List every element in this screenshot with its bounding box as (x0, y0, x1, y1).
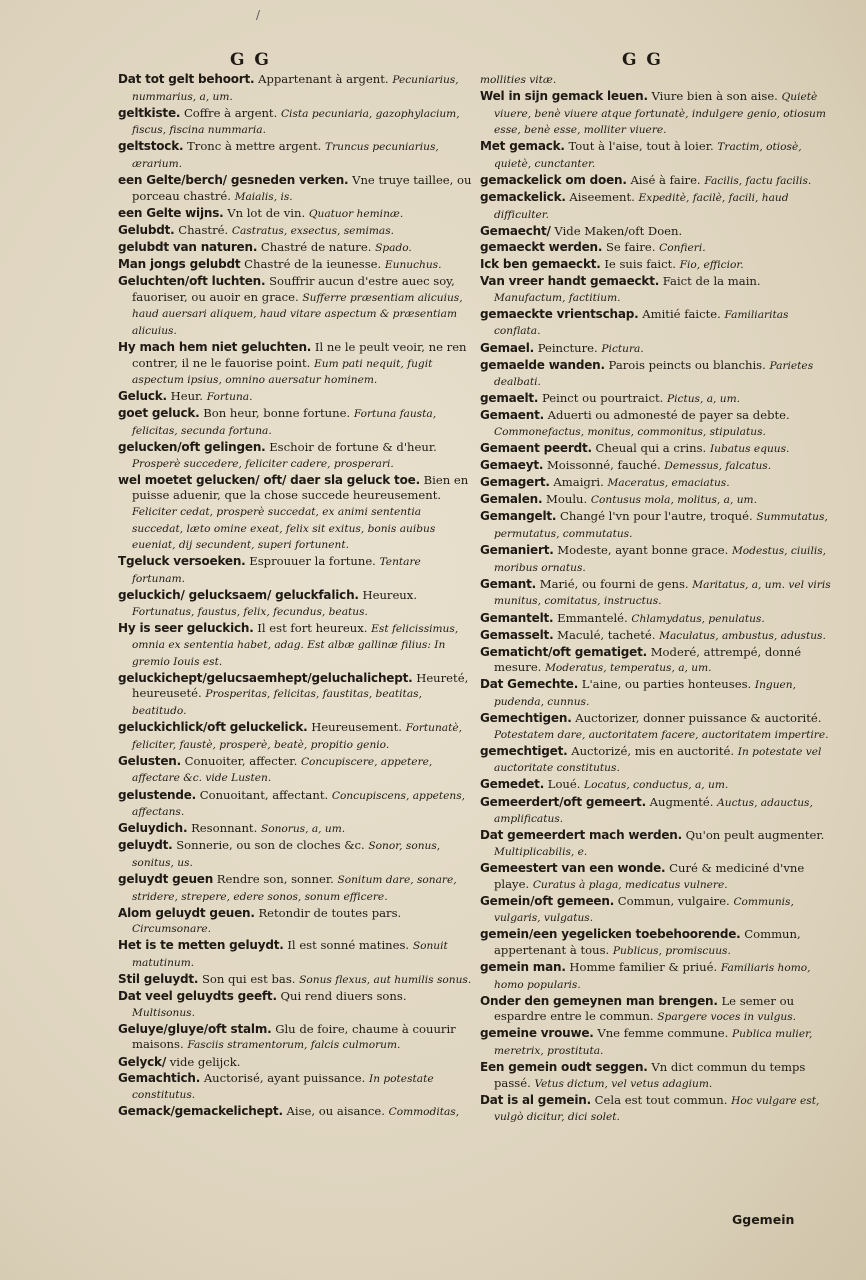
dictionary-entry (480, 577, 835, 610)
dictionary-entry (118, 621, 473, 671)
dictionary-entry (480, 828, 835, 860)
entry-french-gloss: Vn dict commun du temps passé. (494, 1060, 806, 1090)
entry-french-gloss: Commun, vulgaire. (617, 893, 730, 908)
entry-latin-gloss: Truncus pecuniarius, ærarium. (132, 141, 439, 170)
entry-french-gloss: Vide Maken/oft Doen. (554, 223, 683, 238)
entry-latin-gloss: Quietè viuere, benè viuere atque fortunatè, indulgere genio, otiosum esse, benè esse, molliter viuere. (494, 91, 826, 137)
entry-latin-gloss: Prosperè succedere, feliciter cadere, prosperari. (132, 457, 394, 470)
dictionary-entry (480, 777, 835, 794)
entry-headword: Gemaent peerdt. (480, 441, 592, 456)
entry-french-gloss: Emmantelé. (557, 610, 628, 625)
entry-latin-gloss: Familiaritas conflata. (494, 308, 789, 338)
entry-headword: Een gemein oudt seggen. (480, 1060, 648, 1075)
entry-french-gloss: Conuoiter, affecter. (184, 753, 298, 768)
dictionary-entry (118, 240, 473, 257)
dictionary-entry (118, 588, 473, 620)
entry-latin-gloss: Contusus mola, molitus, a, um. (590, 494, 757, 507)
dictionary-entry (480, 274, 835, 306)
entry-headword: geluckichlick/oft geluckelick. (118, 720, 308, 735)
entry-latin-gloss: Fortuna. (206, 391, 253, 404)
entry-headword: gelucken/oft gelingen. (118, 440, 266, 455)
entry-french-gloss: Vne truye taillee, ou porceau chastré. (132, 173, 472, 203)
dictionary-entry (480, 257, 835, 274)
entry-latin-gloss: Pictus, a, um. (667, 393, 741, 406)
entry-headword: gemaelde wanden. (480, 357, 605, 372)
entry-latin-gloss: Sonorus, a, um. (260, 823, 346, 836)
entry-headword: Gemael. (480, 340, 535, 355)
entry-french-gloss: Auctorizer, donner puissance & auctorité. (575, 711, 822, 726)
entry-latin-gloss: Tentare fortunam. (132, 556, 421, 585)
entry-headword: Onder den gemeynen man brengen. (480, 993, 718, 1008)
entry-headword: Gemant. (480, 576, 537, 591)
entry-latin-gloss: Fio, efficior. (679, 259, 744, 272)
entry-french-gloss: Heureux. (362, 587, 418, 602)
dictionary-entry (480, 240, 835, 257)
entry-french-gloss: Parois peincts ou blanchis. (608, 357, 766, 372)
dictionary-entry (118, 754, 473, 787)
entry-french-gloss: Retondir de toutes pars. (258, 905, 402, 920)
entry-latin-gloss: Expeditè, facilè, facili, haud difficulter. (494, 192, 789, 221)
entry-french-gloss: Auctorisé, ayant puissance. (203, 1070, 366, 1085)
entry-french-gloss: Le semer ou espardre entre le commun. (494, 993, 795, 1024)
entry-headword: Gemeerdert/oft gemeert. (480, 794, 646, 809)
dictionary-entry (480, 475, 835, 492)
dictionary-entry (480, 224, 835, 240)
dictionary-entry (118, 838, 473, 871)
entry-french-gloss: Modeste, ayant bonne grace. (557, 543, 729, 558)
dictionary-entry (118, 389, 473, 406)
catchword: Ggemein (732, 1212, 795, 1227)
entry-latin-gloss: Auctus, adauctus, amplificatus. (494, 796, 813, 826)
entry-french-gloss: Souffrir aucun d'estre auec soy, fauoriser, ou auoir en grace. (132, 274, 455, 304)
dictionary-entry (480, 408, 835, 440)
entry-latin-gloss: Chlamydatus, penulatus. (631, 612, 765, 625)
entry-latin-gloss: Multisonus. (132, 1006, 195, 1019)
entry-french-gloss: Vn lot de vin. (227, 205, 306, 220)
entry-latin-gloss: Sonitum dare, sonare, stridere, strepere, edere sonos, sonum efficere. (132, 874, 457, 903)
entry-latin-gloss: Quatuor heminæ. (308, 207, 404, 220)
entry-headword: geluydt. (118, 838, 173, 853)
entry-headword: gemaelt. (480, 391, 539, 406)
dictionary-entry (118, 938, 473, 971)
entry-french-gloss: Resonnant. (191, 821, 258, 836)
entry-headword: Het is te metten geluydt. (118, 938, 284, 953)
entry-latin-gloss: Castratus, exsectus, semimas. (231, 224, 395, 237)
dictionary-entry (480, 1026, 835, 1059)
dictionary-entry (118, 340, 473, 389)
entry-headword: Gelusten. (118, 753, 181, 768)
entry-latin-gloss: Facilis, factu facilis. (704, 175, 812, 188)
entry-headword: Geluchten/oft luchten. (118, 274, 266, 289)
dictionary-entry (480, 458, 835, 475)
entry-headword: gemackelick om doen. (480, 173, 627, 188)
dictionary-entry (480, 628, 835, 645)
entry-french-gloss: Rendre son, sonner. (216, 872, 334, 886)
entry-latin-gloss: Pecuniarius, nummarius, a, um. (132, 74, 459, 103)
entry-headword: Gemangelt. (480, 509, 557, 524)
dictionary-entry (118, 788, 473, 821)
entry-latin-gloss: Maculatus, ambustus, adustus. (659, 629, 826, 642)
dictionary-entry (480, 543, 835, 576)
dictionary-entry (118, 1071, 473, 1104)
entry-latin-gloss: Summutatus, permutatus, commutatus. (494, 511, 828, 541)
entry-french-gloss: Moulu. (546, 492, 588, 507)
entry-latin-gloss: Communis, vulgaris, vulgatus. (494, 895, 794, 925)
left-column (118, 72, 473, 1121)
dictionary-entry (480, 89, 835, 139)
entry-latin-gloss: Manufactum, factitium. (494, 291, 621, 304)
dictionary-entry (118, 473, 473, 554)
entry-latin-gloss: Locatus, conductus, a, um. (584, 779, 729, 792)
entry-latin-gloss: Hoc vulgare est, vulgò dicitur, dici solet. (494, 1094, 820, 1124)
entry-headword: een Gelte/berch/ gesneden verken. (118, 173, 349, 188)
entry-french-gloss: Chastré de nature. (260, 239, 372, 254)
entry-latin-gloss: Cista pecuniaria, gazophylacium, fiscus, fiscina nummaria. (132, 107, 460, 137)
entry-headword: geltstock. (118, 139, 184, 154)
dictionary-entry (118, 440, 473, 472)
entry-headword: Man jongs gelubdt (118, 257, 241, 272)
dictionary-entry (480, 391, 835, 408)
entry-latin-gloss: Maialis, is. (234, 190, 293, 203)
entry-headword: Ick ben gemaeckt. (480, 257, 601, 272)
dictionary-entry (480, 677, 835, 710)
entry-latin-gloss: Fortunatus, faustus, felix, fecundus, beatus. (132, 605, 368, 618)
entry-french-gloss: vide gelijck. (169, 1054, 241, 1069)
entry-french-gloss: Cheual qui a crins. (595, 441, 707, 456)
entry-french-gloss: Heureusement. (311, 720, 402, 735)
dictionary-entry (118, 1055, 473, 1071)
dictionary-entry (118, 989, 473, 1021)
dictionary-entry (480, 341, 835, 358)
entry-french-gloss: Cela est tout commun. (594, 1092, 728, 1107)
entry-french-gloss: Peinct ou pourtraict. (541, 391, 664, 406)
dictionary-entry (480, 927, 835, 959)
entry-headword: Gemachtich. (118, 1070, 201, 1085)
entry-latin-gloss: Inguen, pudenda, cunnus. (494, 679, 796, 708)
entry-latin-gloss: Sonus flexus, aut humilis sonus. (299, 974, 472, 987)
entry-latin-gloss: Spado. (375, 241, 412, 254)
entry-french-gloss: Esprouuer la fortune. (249, 554, 376, 569)
entry-latin-gloss: Sonor, sonus, sonitus, us. (132, 840, 441, 869)
entry-french-gloss: Il est fort heureux. (257, 620, 368, 635)
dictionary-entry (118, 972, 473, 989)
entry-headword: Hy mach hem niet geluchten. (118, 340, 312, 354)
entry-headword: goet geluck. (118, 406, 200, 421)
dictionary-entry (480, 960, 835, 993)
dictionary-entry (118, 821, 473, 838)
entry-headword: Dat Gemechte. (480, 677, 579, 692)
entry-latin-gloss: Sufferre præsentiam alicuius, haud auersari aliquem, haud vitare aspectum & præsentiam alicuius. (132, 291, 463, 337)
entry-latin-gloss: Familiaris homo, homo popularis. (494, 961, 811, 991)
entry-latin-gloss: Pictura. (601, 342, 644, 355)
entry-headword: Gemechtigen. (480, 711, 572, 726)
entry-french-gloss: Curé & mediciné d'vne playe. (494, 860, 805, 891)
entry-latin-gloss: Est felicissimus, omnia ex sententia habet, adag. Est albæ gallinæ filius: In gremio Iouis est. (132, 622, 459, 668)
entry-headword: Wel in sijn gemack leuen. (480, 89, 648, 104)
entry-french-gloss: Se faire. (605, 239, 656, 254)
top-mark: / (256, 8, 261, 22)
entry-headword: gemaeckt werden. (480, 239, 603, 254)
entry-french-gloss: Amitié faicte. (642, 306, 721, 321)
entry-french-gloss: Loué. (547, 777, 581, 792)
dictionary-entry (118, 1022, 473, 1054)
dictionary-entry (118, 106, 473, 139)
dictionary-entry (118, 206, 473, 223)
entry-latin-gloss: Prosperitas, felicitas, faustitas, beatitas, beatitudo. (132, 688, 422, 718)
entry-headword: gelustende. (118, 787, 197, 802)
entry-french-gloss: Faict de la main. (662, 274, 761, 289)
entry-headword: Gemaecht/ (480, 223, 551, 238)
entry-headword: Geluye/gluye/oft stalm. (118, 1021, 272, 1036)
entry-latin-gloss: mollities vitæ. (480, 74, 557, 86)
entry-french-gloss: Il est sonné matines. (287, 938, 410, 953)
entry-french-gloss: Aduerti ou admonesté de payer sa debte. (547, 408, 790, 423)
entry-headword: Alom geluydt geuen. (118, 905, 255, 920)
entry-latin-gloss: Eunuchus. (384, 259, 442, 272)
entry-headword: gemaeckte vrientschap. (480, 306, 639, 321)
entry-headword: Dat veel geluydts geeft. (118, 989, 277, 1004)
entry-french-gloss: Augmenté. (649, 794, 714, 809)
entry-latin-gloss: Parietes dealbati. (494, 359, 814, 389)
dictionary-entry (118, 173, 473, 205)
entry-french-gloss: Glu de foire, chaume à couurir maisons. (132, 1021, 456, 1052)
entry-latin-gloss: Moderatus, temperatus, a, um. (545, 662, 712, 675)
entry-latin-gloss: Curatus à plaga, medicatus vulnere. (532, 878, 728, 891)
entry-latin-gloss: Tractim, otiosè, quietè, cunctanter. (494, 141, 802, 170)
entry-french-gloss: Peincture. (537, 340, 598, 355)
dictionary-entry (480, 492, 835, 509)
entry-latin-gloss: Multiplicabilis, e. (494, 845, 588, 858)
entry-latin-gloss: Demessus, falcatus. (664, 460, 772, 473)
entry-headword: Gemalen. (480, 492, 543, 507)
dictionary-entry (118, 72, 473, 105)
dictionary-entry (118, 554, 473, 587)
dictionary-entry (480, 645, 835, 677)
entry-french-gloss: Changé l'vn pour l'autre, troqué. (559, 509, 753, 524)
dictionary-entry (118, 720, 473, 753)
dictionary-entry (480, 1060, 835, 1092)
entry-french-gloss: Son qui est bas. (201, 972, 296, 987)
entry-headword: geluckichept/gelucsaemhept/geluchalichept. (118, 670, 413, 685)
entry-headword: geluydt geuen (118, 872, 214, 886)
entry-french-gloss: Qui rend diuers sons. (280, 989, 407, 1004)
entry-headword: Geluydich. (118, 821, 188, 836)
entry-headword: Gelyck/ (118, 1054, 167, 1069)
dictionary-entry (118, 671, 473, 720)
dictionary-entry (480, 190, 835, 223)
entry-latin-gloss: Concupiscens, appetens, affectans. (132, 789, 466, 819)
dictionary-entry (480, 441, 835, 458)
entry-headword: gemackelick. (480, 190, 566, 205)
entry-latin-gloss: Confieri. (659, 241, 706, 254)
entry-headword: Dat tot gelt behoort. (118, 72, 255, 86)
entry-latin-gloss: Publicus, promiscuus. (612, 944, 731, 957)
entry-french-gloss: Il ne le peult veoir, ne ren contrer, il ne le fauorise point. (132, 340, 467, 370)
entry-headword: Gemaent. (480, 408, 544, 423)
entry-latin-gloss: In potestate constitutus. (132, 1072, 434, 1102)
entry-french-gloss: Coffre à argent. (183, 105, 278, 120)
entry-headword: Dat is al gemein. (480, 1092, 591, 1107)
entry-headword: Met gemack. (480, 139, 565, 154)
entry-headword: gemeine vrouwe. (480, 1026, 594, 1041)
entry-headword: een Gelte wijns. (118, 205, 224, 220)
entry-latin-gloss: Fortuna fausta, felicitas, secunda fortuna. (132, 408, 437, 437)
running-header-left: G G (230, 50, 271, 70)
entry-french-gloss: Qu'on peult augmenter. (685, 828, 825, 843)
entry-french-gloss: Aise, ou aisance. (286, 1104, 385, 1119)
entry-headword: Gelubdt. (118, 222, 175, 237)
entry-headword: geltkiste. (118, 105, 181, 120)
entry-headword: Stil geluydt. (118, 972, 199, 987)
entry-latin-gloss: Commoditas, (388, 1106, 460, 1119)
entry-headword: Gemein/oft gemeen. (480, 893, 615, 908)
entry-headword: gemein/een yegelicken toebehoorende. (480, 927, 741, 942)
running-header-right: G G (622, 50, 663, 70)
entry-french-gloss: Homme familier & priué. (569, 959, 718, 974)
entry-french-gloss: Maculé, tacheté. (557, 627, 656, 642)
entry-headword: Dat gemeerdert mach werden. (480, 828, 682, 843)
entry-french-gloss: Eschoir de fortune & d'heur. (269, 440, 437, 455)
entry-french-gloss: Marié, ou fourni de gens. (539, 576, 689, 591)
entry-french-gloss: Ie suis faict. (604, 257, 676, 272)
entry-french-gloss: Auctorizé, mis en auctorité. (571, 743, 735, 758)
entry-latin-gloss: Iubatus equus. (709, 443, 790, 456)
dictionary-entry (118, 223, 473, 240)
entry-latin-gloss: Fortunatè, feliciter, faustè, prosperè, beatè, propitio genio. (132, 722, 463, 751)
entry-headword: Van vreer handt gemaeckt. (480, 274, 660, 289)
right-column (480, 72, 835, 1126)
entry-french-gloss: L'aine, ou parties honteuses. (581, 677, 752, 692)
dictionary-entry (118, 1104, 473, 1121)
entry-headword: wel moetet gelucken/ oft/ daer sla geluck toe. (118, 472, 420, 487)
entry-french-gloss: Heureté, heureuseté. (132, 670, 469, 701)
dictionary-entry (480, 795, 835, 828)
entry-french-gloss: Sonnerie, ou son de cloches &c. (176, 838, 365, 853)
entry-latin-gloss: Vetus dictum, vel vetus adagium. (534, 1077, 713, 1090)
entry-french-gloss: Bon heur, bonne fortune. (203, 406, 351, 421)
entry-latin-gloss: Modestus, ciuilis, moribus ornatus. (494, 545, 827, 574)
entry-french-gloss: Heur. (170, 389, 203, 404)
entry-latin-gloss: Potestatem dare, auctoritatem facere, auctoritatem impertire. (494, 728, 829, 741)
entry-french-gloss: Chastré. (178, 222, 229, 237)
dictionary-entry (118, 906, 473, 938)
entry-french-gloss: Chastré de la ieunesse. (244, 257, 382, 272)
entry-headword: gelubdt van naturen. (118, 239, 258, 254)
entry-headword: Gemagert. (480, 475, 550, 490)
entry-headword: Gemantelt. (480, 610, 554, 625)
entry-headword: Gemasselt. (480, 627, 554, 642)
entry-headword: Gemeestert van een wonde. (480, 860, 666, 875)
entry-latin-gloss: Maceratus, emaciatus. (607, 477, 730, 490)
entry-latin-gloss: Maritatus, a, um. vel viris munitus, comitatus, instructus. (494, 578, 831, 608)
entry-headword: Gemedet. (480, 777, 545, 792)
entry-headword: gemechtiget. (480, 743, 568, 758)
entry-latin-gloss: Fasciis stramentorum, falcis culmorum. (187, 1039, 401, 1052)
entry-headword: Gemack/gemackelichept. (118, 1104, 283, 1119)
dictionary-entry (118, 406, 473, 439)
entry-headword: geluckich/ gelucksaem/ geluckfalich. (118, 587, 359, 602)
dictionary-entry (480, 72, 835, 89)
dictionary-entry (480, 611, 835, 628)
dictionary-entry (480, 711, 835, 743)
entry-french-gloss: Vne femme commune. (597, 1026, 729, 1041)
dictionary-entry (118, 872, 473, 905)
entry-french-gloss: Appartenant à argent. (258, 72, 389, 86)
dictionary-entry (480, 173, 835, 190)
dictionary-entry (118, 257, 473, 274)
entry-french-gloss: Amaigri. (553, 475, 604, 490)
entry-french-gloss: Moissonné, fauché. (546, 458, 661, 473)
dictionary-entry (480, 994, 835, 1026)
entry-latin-gloss: Spargere voces in vulgus. (657, 1011, 797, 1024)
dictionary-entry (480, 1093, 835, 1126)
entry-latin-gloss: Concupiscere, appetere, affectare &c. vide Lusten. (132, 755, 433, 785)
entry-french-gloss: Tout à l'aise, tout à loier. (568, 139, 714, 154)
entry-headword: Gematicht/oft gematiget. (480, 644, 647, 659)
dictionary-entry (118, 139, 473, 172)
entry-headword: Gemaeyt. (480, 458, 544, 473)
entry-headword: gemein man. (480, 959, 566, 974)
entry-french-gloss: Bien en puisse aduenir, que la chose succede heureusement. (132, 472, 469, 503)
dictionary-entry (118, 274, 473, 339)
entry-headword: Tgeluck versoeken. (118, 554, 246, 569)
entry-headword: Hy is seer geluckich. (118, 620, 254, 635)
entry-latin-gloss: In potestate vel auctoritate constitutus. (494, 745, 822, 775)
entry-latin-gloss: Eum pati nequit, fugit aspectum ipsius, omnino auersatur hominem. (132, 357, 433, 387)
entry-latin-gloss: Sonuit matutinum. (132, 940, 448, 969)
entry-french-gloss: Conuoitant, affectant. (199, 787, 329, 802)
dictionary-entry (480, 894, 835, 927)
dictionary-entry (480, 744, 835, 777)
entry-latin-gloss: Publica mulier, meretrix, prostituta. (494, 1028, 813, 1057)
dictionary-entry (480, 307, 835, 340)
entry-latin-gloss: Circumsonare. (132, 923, 212, 936)
entry-headword: Geluck. (118, 389, 167, 404)
entry-french-gloss: Tronc à mettre argent. (187, 139, 322, 154)
entry-french-gloss: Moderé, attrempé, donné mesure. (494, 644, 802, 675)
entry-headword: Gemaniert. (480, 543, 554, 558)
entry-french-gloss: Aisé à faire. (630, 173, 701, 188)
entry-latin-gloss: Feliciter cedat, prosperè succedat, ex animi sententia succedat, læto omine exeat, felix sit exitus, bonis auibus eueniat, dij secundent, superi fortunent. (132, 505, 436, 552)
entry-french-gloss: Viure bien à son aise. (651, 89, 778, 104)
dictionary-entry (480, 358, 835, 391)
entry-french-gloss: Aiseement. (569, 190, 635, 205)
entry-french-gloss: Commun, appertenant à tous. (494, 927, 801, 957)
dictionary-entry (480, 509, 835, 542)
entry-latin-gloss: Commonefactus, monitus, commonitus, stipulatus. (494, 425, 766, 438)
dictionary-entry (480, 139, 835, 172)
dictionary-entry (480, 861, 835, 893)
